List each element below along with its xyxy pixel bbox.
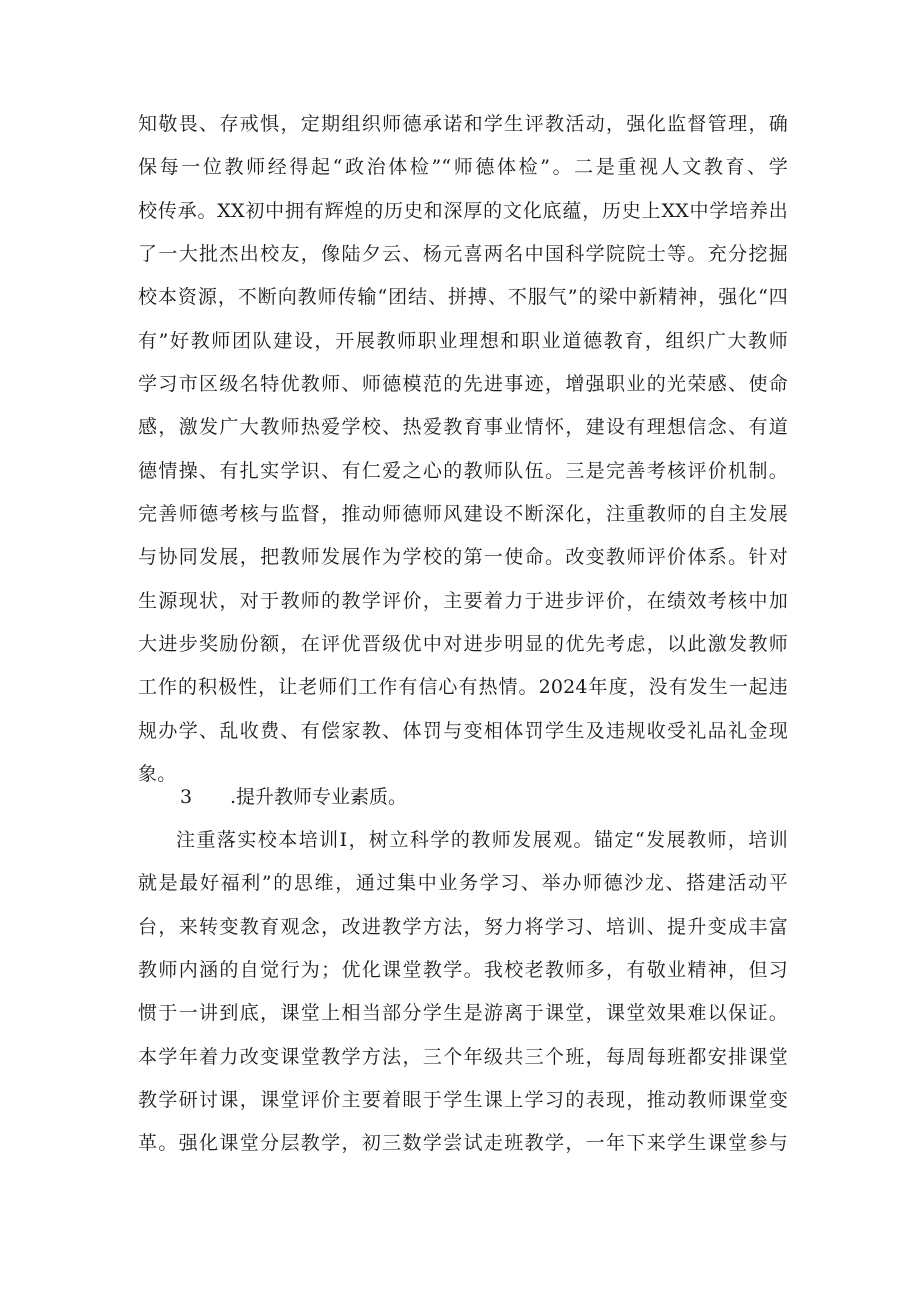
section-title: .提升教师专业素质。 [230, 786, 408, 808]
text-line: 象。 [138, 763, 177, 786]
text-line: 规办学、乱收费、有偿家教、体罚与变相体罚学生及违规收受礼品礼金现 [138, 719, 788, 742]
text-line: 知敬畏、存戒惧，定期组织师德承诺和学生评教活动，强化监督管理，确 [138, 113, 788, 135]
text-line: 与协同发展，把教师发展作为学校的第一使命。改变教师评价体系。针对 [138, 546, 788, 569]
text-line: 台，来转变教育观念，改进教学方法，努力将学习、培训、提升变成丰富 [138, 915, 788, 938]
section-number: 3 [180, 786, 193, 808]
paragraph-teacher-ethics [138, 103, 788, 797]
section-heading [180, 776, 407, 819]
text-line: 德情操、有扎实学识、有仁爱之心的教师队伍。三是完善考核评价机制。 [138, 459, 788, 482]
text-line: 教学研讨课，课堂评价主要着眼于学生课上学习的表现，推动教师课堂变 [138, 1089, 788, 1112]
text-line: 惯于一讲到底，课堂上相当部分学生是游离于课堂，课堂效果难以保证。 [138, 1002, 788, 1025]
text-line: 革。强化课堂分层教学，初三数学尝试走班教学，一年下来学生课堂参与 [138, 1132, 788, 1155]
text-line: 校本资源，不断向教师传输“团结、拼搏、不服气”的梁中新精神，强化“四 [138, 286, 788, 309]
text-line: 工作的积极性，让老师们工作有信心有热情。2024年度，没有发生一起违 [138, 676, 788, 699]
text-line: 校传承。XX初中拥有辉煌的历史和深厚的文化底蕴，历史上XX中学培养出 [138, 199, 788, 222]
text-line: 生源现状，对于教师的教学评价，主要着力于进步评价，在绩效考核中加 [138, 589, 788, 612]
text-line: 注重落实校本培训I，树立科学的教师发展观。锚定“发展教师，培训 [176, 829, 788, 851]
text-line: 大进步奖励份额，在评优晋级优中对进步明显的优先考虑，以此激发教师 [138, 633, 788, 656]
text-line: 了一大批杰出校友，像陆夕云、杨元喜两名中国科学院院士等。充分挖掘 [138, 243, 788, 266]
text-line: 感，激发广大教师热爱学校、热爱教育事业情怀，建设有理想信念、有道 [138, 416, 788, 439]
text-line: 学习市区级名特优教师、师德模范的先进事迹，增强职业的光荣感、使命 [138, 373, 788, 396]
text-line: 完善师德考核与监督，推动师德师风建设不断深化，注重教师的自主发展 [138, 503, 788, 526]
text-line: 本学年着力改变课堂教学方法，三个年级共三个班，每周每班都安排课堂 [138, 1045, 788, 1068]
text-line: 就是最好福利”的思维，通过集中业务学习、举办师德沙龙、搭建活动平 [138, 872, 788, 895]
text-line: 保每一位教师经得起“政治体检”“师德体检”。二是重视人文教育、学 [138, 156, 788, 179]
text-line: 有”好教师团队建设，开展教师职业理想和职业道德教育，组织广大教师 [138, 329, 788, 352]
paragraph-teacher-training [138, 819, 788, 1166]
text-line: 教师内涵的自觉行为；优化课堂教学。我校老教师多，有敬业精神，但习 [138, 959, 788, 982]
